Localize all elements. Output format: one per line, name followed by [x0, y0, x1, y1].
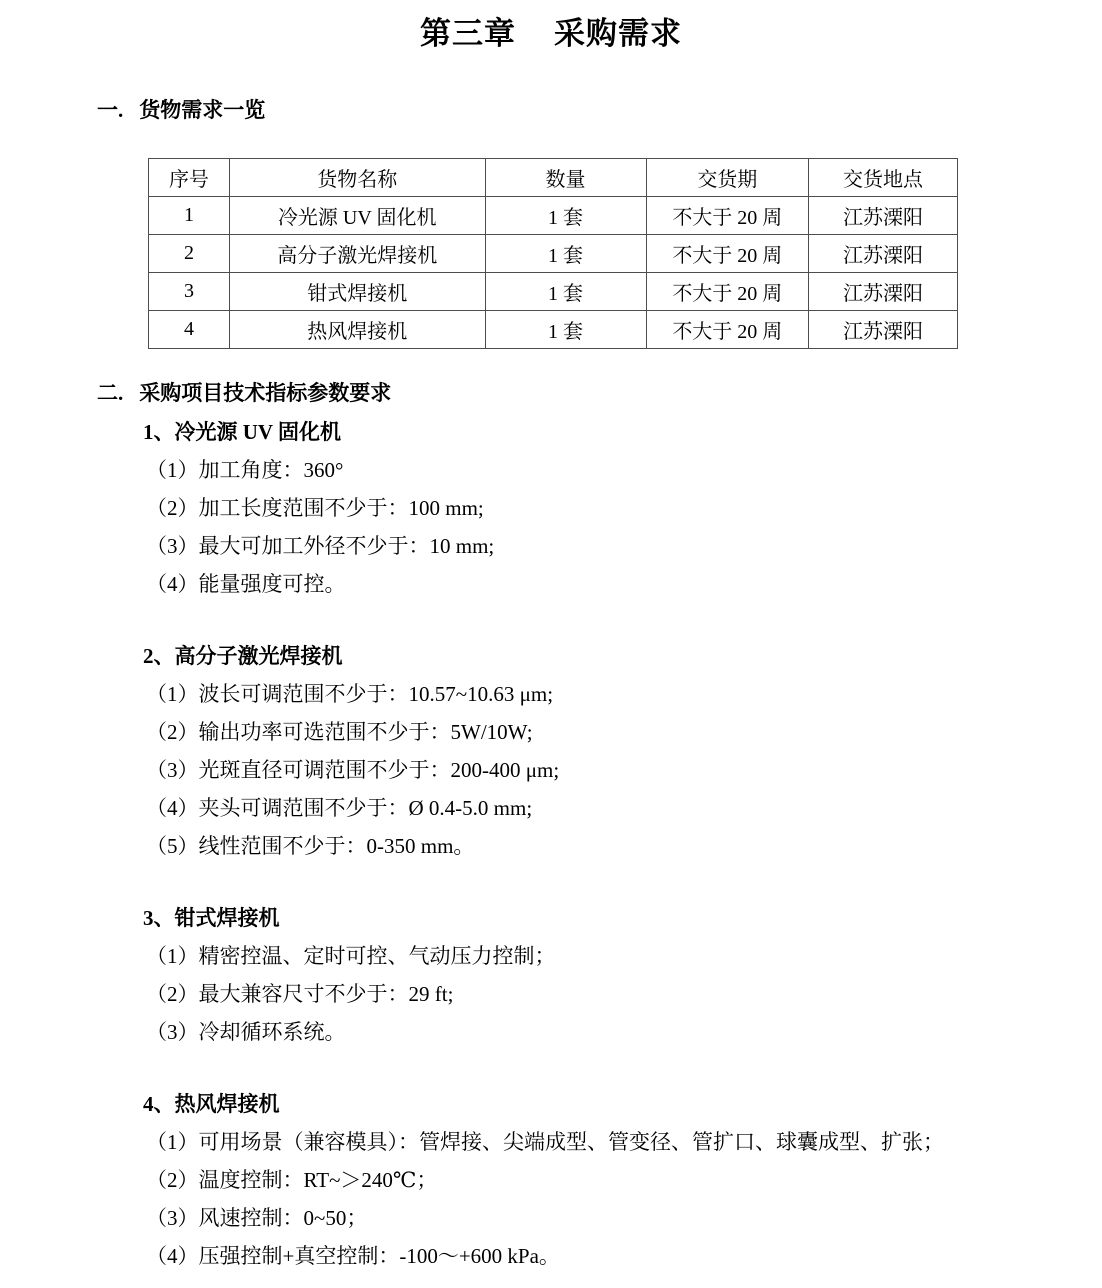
subsection-heading: 4、热风焊接机	[143, 1092, 280, 1116]
table-cell: 不大于 20 周	[646, 197, 809, 235]
spec-item: （3）冷却循环系统。	[146, 1020, 346, 1044]
table-cell: 1 套	[485, 311, 646, 349]
section-specs-number: 二.	[97, 381, 124, 405]
table-row	[149, 273, 958, 311]
section-goods-title: 货物需求一览	[139, 98, 266, 122]
spec-item: （4）能量强度可控。	[146, 572, 346, 596]
table-cell: 热风焊接机	[229, 311, 485, 349]
title-chapter: 第三章	[420, 16, 516, 51]
table-row	[149, 311, 958, 349]
spec-item: （4）压强控制+真空控制：-100～+600 kPa。	[146, 1244, 560, 1268]
spec-item: （1）波长可调范围不少于：10.57~10.63 μm;	[146, 682, 554, 706]
table-row	[149, 235, 958, 273]
spec-item: （3）风速控制：0~50；	[146, 1206, 368, 1230]
spec-item: （1）精密控温、定时可控、气动压力控制；	[146, 944, 556, 968]
table-cell: 江苏溧阳	[809, 311, 958, 349]
spec-item: （2）温度控制：RT~＞240℃；	[146, 1168, 438, 1192]
spec-item: （3）最大可加工外径不少于：10 mm;	[146, 534, 495, 558]
section-goods-number: 一.	[97, 98, 124, 122]
subsection-heading: 3、钳式焊接机	[143, 906, 280, 930]
spec-item: （1）加工角度：360°	[146, 458, 344, 482]
table-cell: 3	[149, 273, 230, 311]
section-specs-title: 采购项目技术指标参数要求	[139, 381, 392, 405]
section-goods-heading	[97, 96, 1102, 124]
table-header-cell: 交货期	[646, 159, 809, 197]
table-cell: 1 套	[485, 235, 646, 273]
table-cell: 不大于 20 周	[646, 311, 809, 349]
spec-item: （5）线性范围不少于：0-350 mm。	[146, 834, 475, 858]
table-cell: 高分子激光焊接机	[229, 235, 485, 273]
table-cell: 4	[149, 311, 230, 349]
table-cell: 1	[149, 197, 230, 235]
goods-requirements-table	[148, 158, 958, 349]
table-cell: 2	[149, 235, 230, 273]
table-cell: 江苏溧阳	[809, 235, 958, 273]
page-title	[0, 0, 1102, 54]
table-cell: 1 套	[485, 197, 646, 235]
spec-item: （1）可用场景（兼容模具）：管焊接、尖端成型、管变径、管扩口、球囊成型、扩张；	[146, 1130, 944, 1154]
table-cell: 冷光源 UV 固化机	[229, 197, 485, 235]
table-header-row	[149, 159, 958, 197]
table-header-cell: 数量	[485, 159, 646, 197]
table-cell: 江苏溧阳	[809, 197, 958, 235]
table-header-cell: 货物名称	[229, 159, 485, 197]
spec-item: （3）光斑直径可调范围不少于：200-400 μm;	[146, 758, 560, 782]
table-cell: 不大于 20 周	[646, 235, 809, 273]
spec-item: （2）最大兼容尺寸不少于：29 ft;	[146, 982, 454, 1006]
table-cell: 江苏溧阳	[809, 273, 958, 311]
table-row	[149, 197, 958, 235]
title-subject: 采购需求	[554, 16, 682, 51]
table-cell: 钳式焊接机	[229, 273, 485, 311]
subsection-heading: 2、高分子激光焊接机	[143, 644, 343, 668]
table-cell: 不大于 20 周	[646, 273, 809, 311]
section-specs-heading	[97, 379, 1102, 407]
spec-item: （4）夹头可调范围不少于：Ø 0.4-5.0 mm;	[146, 796, 533, 820]
spec-item: （2）加工长度范围不少于：100 mm;	[146, 496, 484, 520]
technical-specs-list	[0, 413, 1102, 1275]
table-header-cell: 序号	[149, 159, 230, 197]
subsection-heading: 1、冷光源 UV 固化机	[143, 420, 341, 444]
table-header-cell: 交货地点	[809, 159, 958, 197]
spec-item: （2）输出功率可选范围不少于：5W/10W;	[146, 720, 533, 744]
table-cell: 1 套	[485, 273, 646, 311]
